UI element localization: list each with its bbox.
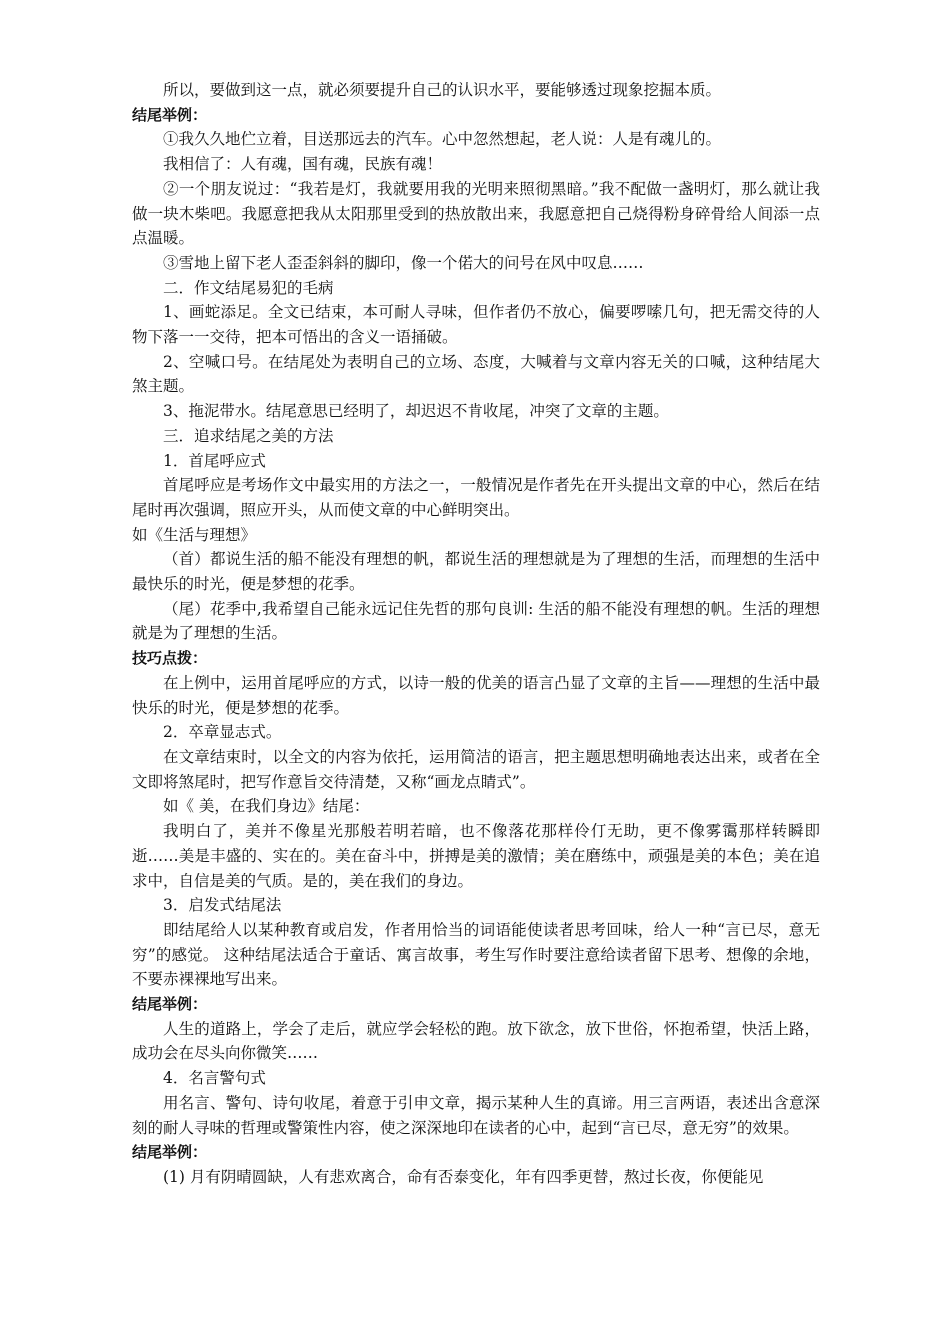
subsection-title: 1．首尾呼应式 <box>163 451 266 470</box>
paragraph: 如《生活与理想》 <box>132 525 257 544</box>
paragraph: 首尾呼应是考场作文中最实用的方法之一，一般情况是作者先在开头提出文章的中心，然后在结尾时再次强调，照应开头，从而使文章的中心鲜明突出。 <box>132 476 820 519</box>
section-heading: 技巧点拨： <box>132 649 208 668</box>
paragraph: 所以，要做到这一点，就必须要提升自己的认识水平，要能够透过现象挖掘本质。 <box>163 81 722 99</box>
paragraph: 用名言、警句、诗句收尾，着意于引申文章，揭示某种人生的真谛。用三言两语，表述出含意深刻的耐人寻味的哲理或警策性内容，使之深深地印在读者的心中，起到“言已尽，意无穷”的效果。 <box>132 1093 820 1137</box>
subsection-title: 4．名言警句式 <box>163 1069 266 1088</box>
paragraph: 如《 美，在我们身边》结尾： <box>163 797 370 816</box>
document-body <box>132 78 820 1190</box>
paragraph: ③雪地上留下老人歪歪斜斜的脚印，像一个偌大的问号在风中叹息…… <box>163 253 644 272</box>
section-heading: 结尾举例： <box>132 995 208 1014</box>
paragraph: 人生的道路上，学会了走后，就应学会轻松的跑。放下欲念，放下世俗，怀抱希望，快活上路，成功会在尽头向你微笑…… <box>132 1019 820 1063</box>
subsection-title: 2．卒章显志式。 <box>163 723 282 742</box>
paragraph: 在文章结束时，以全文的内容为依托，运用简洁的语言，把主题思想明确地表达出来，或者在全文即将煞尾时，把写作意旨交待清楚，又称“画龙点睛式”。 <box>132 747 820 791</box>
paragraph: 我相信了：人有魂，国有魂，民族有魂！ <box>163 155 443 174</box>
paragraph: （首）都说生活的船不能没有理想的帆，都说生活的理想就是为了理想的生活，而理想的生活中最快乐的时光，便是梦想的花季。 <box>132 550 820 594</box>
paragraph: ②一个朋友说过：“我若是灯，我就要用我的光明来照彻黑暗。”我不配做一盏明灯，那么就让我做一块木柴吧。我愿意把我从太阳那里受到的热放散出来，我愿意把自己烧得粉身碎骨给人间添一点点温暖。 <box>132 179 820 248</box>
paragraph: 3、拖泥带水。结尾意思已经明了，却迟迟不肯收尾，冲突了文章的主题。 <box>163 402 669 421</box>
section-heading: 结尾举例： <box>132 105 208 124</box>
paragraph: 2、空喊口号。在结尾处为表明自己的立场、态度，大喊着与文章内容无关的口喊，这种结尾大煞主题。 <box>132 352 820 396</box>
subsection-title: 3．启发式结尾法 <box>163 896 282 915</box>
paragraph: (1) 月有阴晴圆缺，人有悲欢离合，命有否泰变化，年有四季更替，熬过长夜，你便能见 <box>163 1167 764 1186</box>
section-title: 二．作文结尾易犯的毛病 <box>163 278 334 297</box>
paragraph: （尾）花季中,我希望自己能永远记住先哲的那句良训: 生活的船不能没有理想的帆。生活的理想就是为了理想的生活。 <box>132 599 820 643</box>
paragraph: 我明白了，美并不像星光那般若明若暗，也不像落花那样伶仃无助，更不像雾霭那样转瞬即逝……美是丰盛的、实在的。美在奋斗中，拼搏是美的激情；美在磨练中，顽强是美的本色；美在追求中，自信是美的气质。是的，美在我们的身边。 <box>132 822 820 890</box>
paragraph: 在上例中，运用首尾呼应的方式，以诗一般的优美的语言凸显了文章的主旨——理想的生活中最快乐的时光，便是梦想的花季。 <box>132 673 820 717</box>
section-heading: 结尾举例： <box>132 1143 208 1162</box>
paragraph: 即结尾给人以某种教育或启发，作者用恰当的词语能使读者思考回味，给人一种“言已尽，意无穷”的感觉。 这种结尾法适合于童话、寓言故事，考生写作时要注意给读者留下思考、想像的余地，不要赤裸裸地写出来。 <box>132 920 820 989</box>
section-title: 三．追求结尾之美的方法 <box>163 426 334 445</box>
paragraph: 1、画蛇添足。全文已结束，本可耐人寻味，但作者仍不放心，偏要啰嗦几句，把无需交待的人物下落一一交待，把本可悟出的含义一语捅破。 <box>132 303 820 347</box>
paragraph: ①我久久地伫立着，目送那远去的汽车。心中忽然想起，老人说：人是有魂儿的。 <box>163 130 722 149</box>
